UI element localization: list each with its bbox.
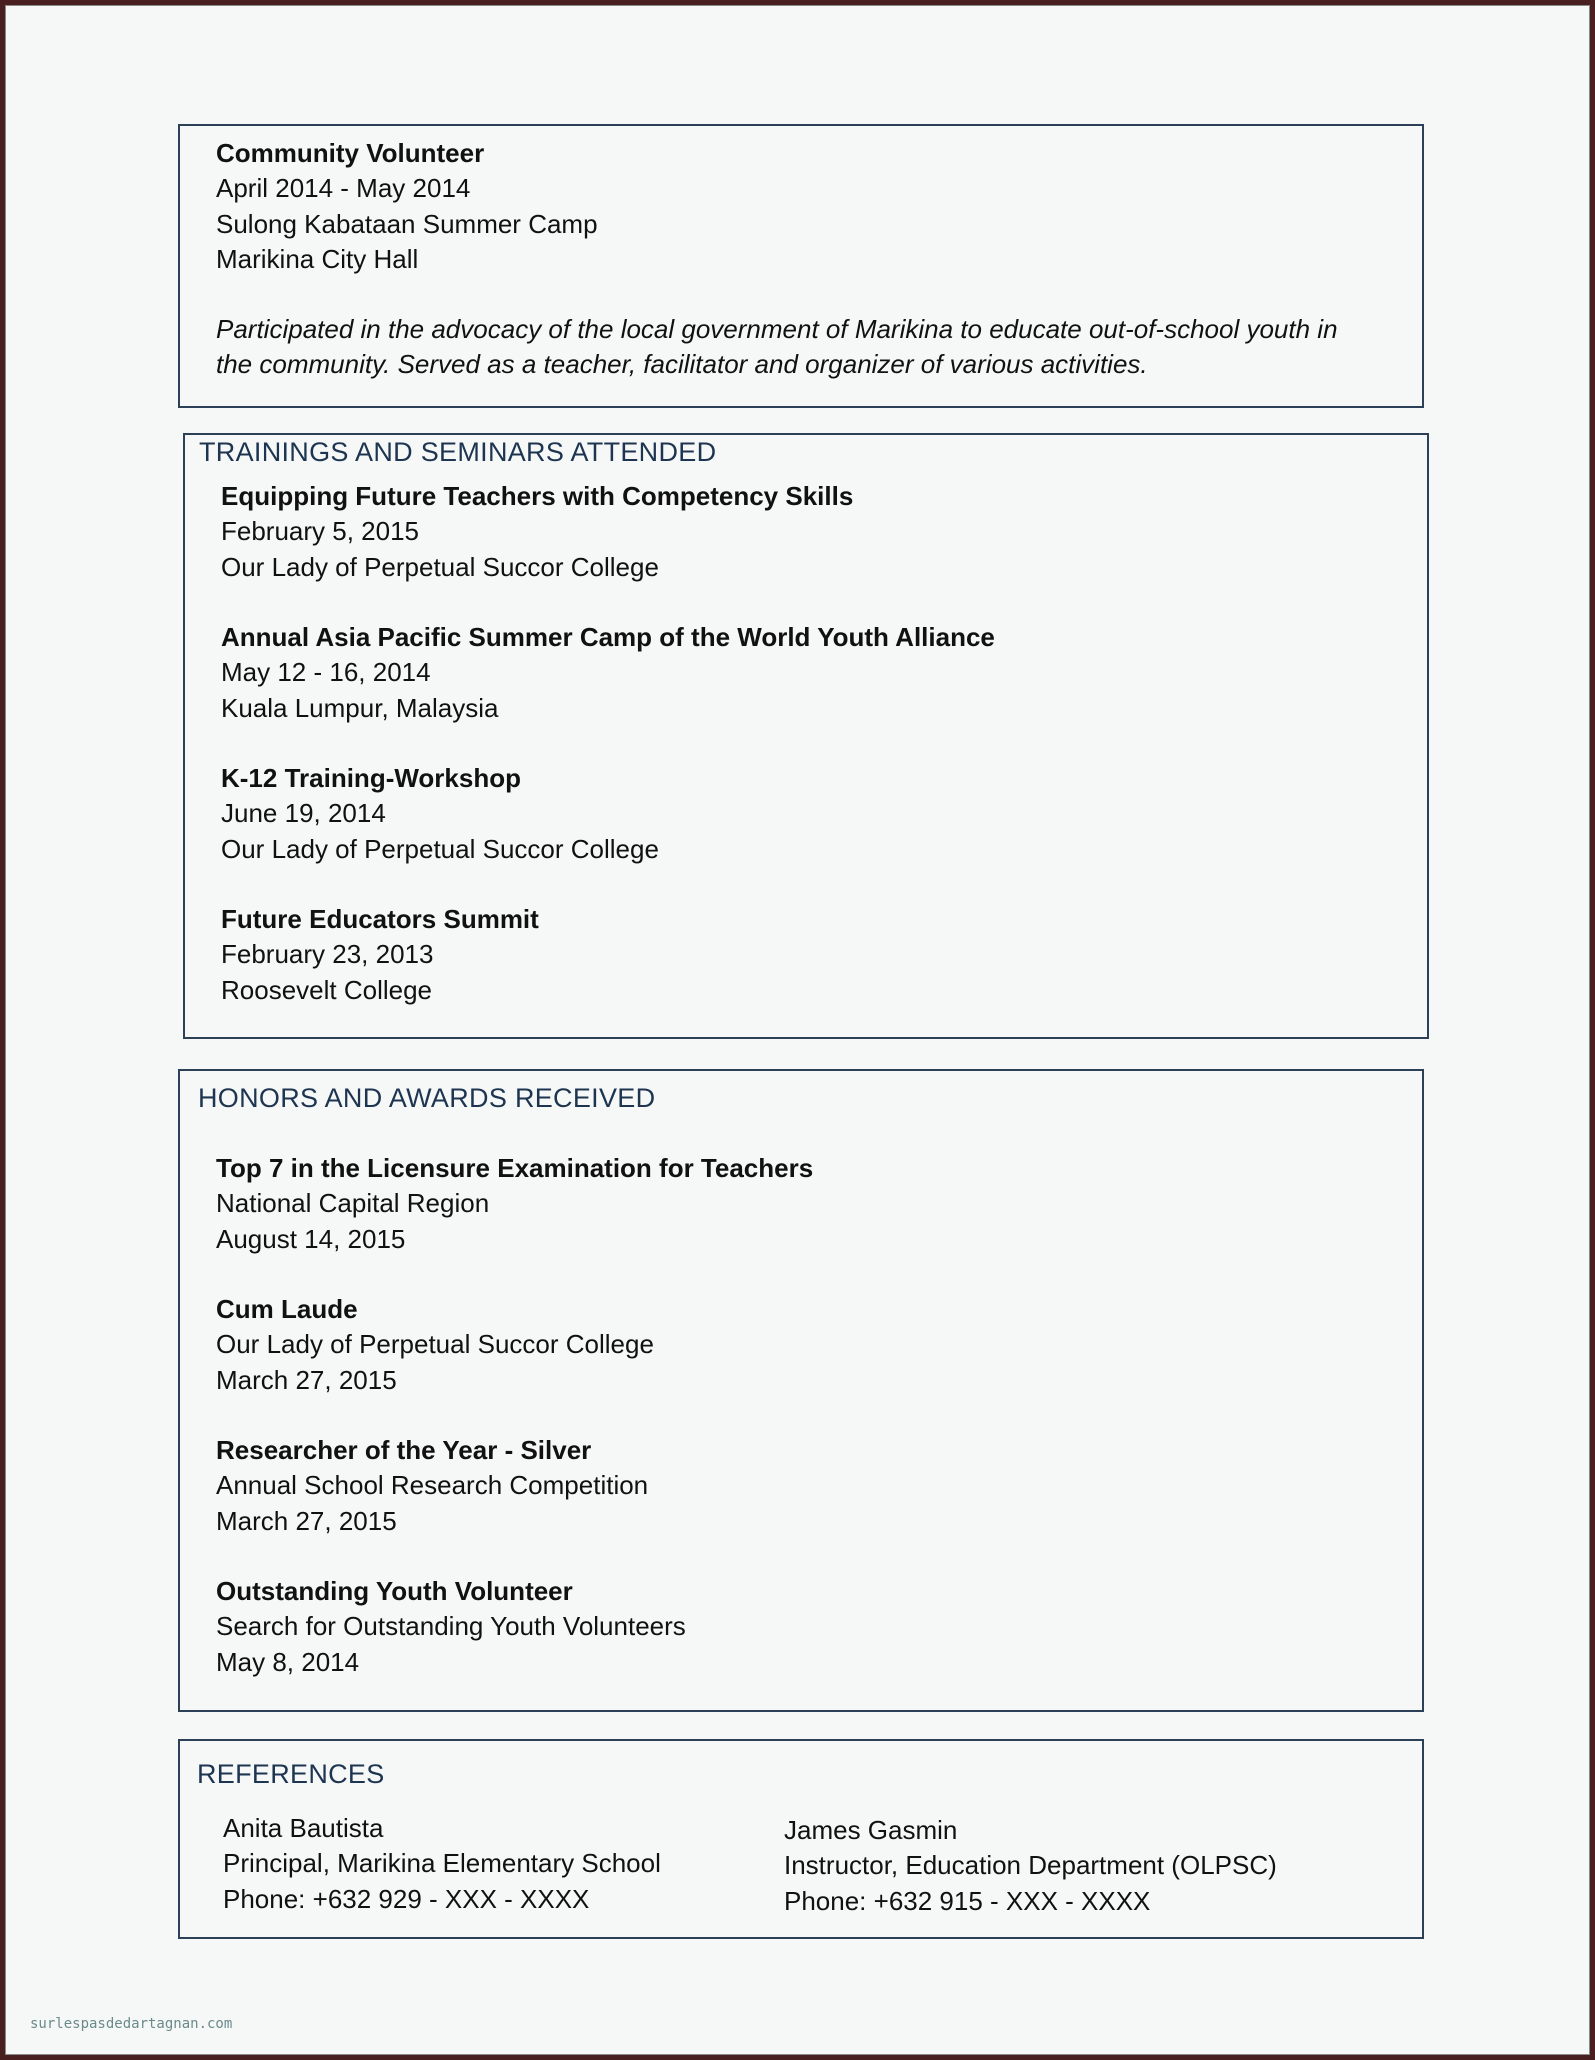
reference-phone: Phone: +632 929 - XXX - XXXX <box>223 1883 590 1914</box>
reference-person <box>223 1811 661 1917</box>
training-place: Kuala Lumpur, Malaysia <box>221 692 499 723</box>
reference-phone: Phone: +632 915 - XXX - XXXX <box>784 1885 1151 1916</box>
volunteer-section <box>178 124 1424 408</box>
training-place: Our Lady of Perpetual Succor College <box>221 833 659 864</box>
references-section <box>178 1739 1424 1939</box>
reference-position: Principal, Marikina Elementary School <box>223 1848 661 1879</box>
training-title: Annual Asia Pacific Summer Camp of the World Youth Alliance <box>221 622 995 652</box>
training-place: Roosevelt College <box>221 974 433 1005</box>
honor-date: May 8, 2014 <box>216 1646 360 1677</box>
volunteer-program: Sulong Kabataan Summer Camp <box>216 208 598 239</box>
trainings-heading: TRAININGS AND SEMINARS ATTENDED <box>199 437 717 467</box>
reference-name: James Gasmin <box>784 1815 958 1845</box>
honor-date: August 14, 2015 <box>216 1223 406 1254</box>
honor-item <box>216 1292 654 1398</box>
training-title: K-12 Training-Workshop <box>221 763 521 793</box>
volunteer-dates: April 2014 - May 2014 <box>216 173 471 204</box>
honors-heading: HONORS AND AWARDS RECEIVED <box>198 1083 656 1113</box>
training-title: Future Educators Summit <box>221 904 539 934</box>
training-title: Equipping Future Teachers with Competency Skills <box>221 481 854 511</box>
volunteer-place: Marikina City Hall <box>216 243 419 274</box>
honor-title: Outstanding Youth Volunteer <box>216 1576 573 1606</box>
honor-detail: Annual School Research Competition <box>216 1470 649 1501</box>
training-date: June 19, 2014 <box>221 798 386 829</box>
training-place: Our Lady of Perpetual Succor College <box>221 551 659 582</box>
watermark: surlespasdedartagnan.com <box>30 2016 233 2032</box>
volunteer-title: Community Volunteer <box>216 138 485 168</box>
training-item <box>221 620 995 726</box>
honor-item <box>216 1574 686 1680</box>
training-item <box>221 761 659 867</box>
honor-item <box>216 1151 813 1257</box>
trainings-section <box>183 433 1429 1039</box>
honor-detail: National Capital Region <box>216 1188 490 1219</box>
resume-page <box>5 5 1590 2055</box>
references-heading: REFERENCES <box>197 1759 385 1789</box>
training-date: February 23, 2013 <box>221 939 434 970</box>
honor-date: March 27, 2015 <box>216 1505 397 1536</box>
reference-person <box>784 1813 1277 1919</box>
honor-detail: Search for Outstanding Youth Volunteers <box>216 1611 686 1642</box>
training-date: May 12 - 16, 2014 <box>221 657 431 688</box>
honor-title: Cum Laude <box>216 1294 358 1324</box>
honor-detail: Our Lady of Perpetual Succor College <box>216 1329 654 1360</box>
volunteer-description: Participated in the advocacy of the local government of Marikina to educate out-of-school youth in the community. Served as a teacher, facilitator and organizer of various activities. <box>216 314 1338 380</box>
honor-date: March 27, 2015 <box>216 1364 397 1395</box>
volunteer-entry <box>216 136 598 277</box>
honor-title: Top 7 in the Licensure Examination for Teachers <box>216 1153 814 1183</box>
honor-item <box>216 1433 648 1539</box>
honor-title: Researcher of the Year - Silver <box>216 1435 592 1465</box>
training-item <box>221 479 853 585</box>
reference-position: Instructor, Education Department (OLPSC) <box>784 1850 1277 1881</box>
honors-section <box>178 1069 1424 1712</box>
training-item <box>221 902 539 1008</box>
training-date: February 5, 2015 <box>221 516 420 547</box>
reference-name: Anita Bautista <box>223 1813 384 1843</box>
